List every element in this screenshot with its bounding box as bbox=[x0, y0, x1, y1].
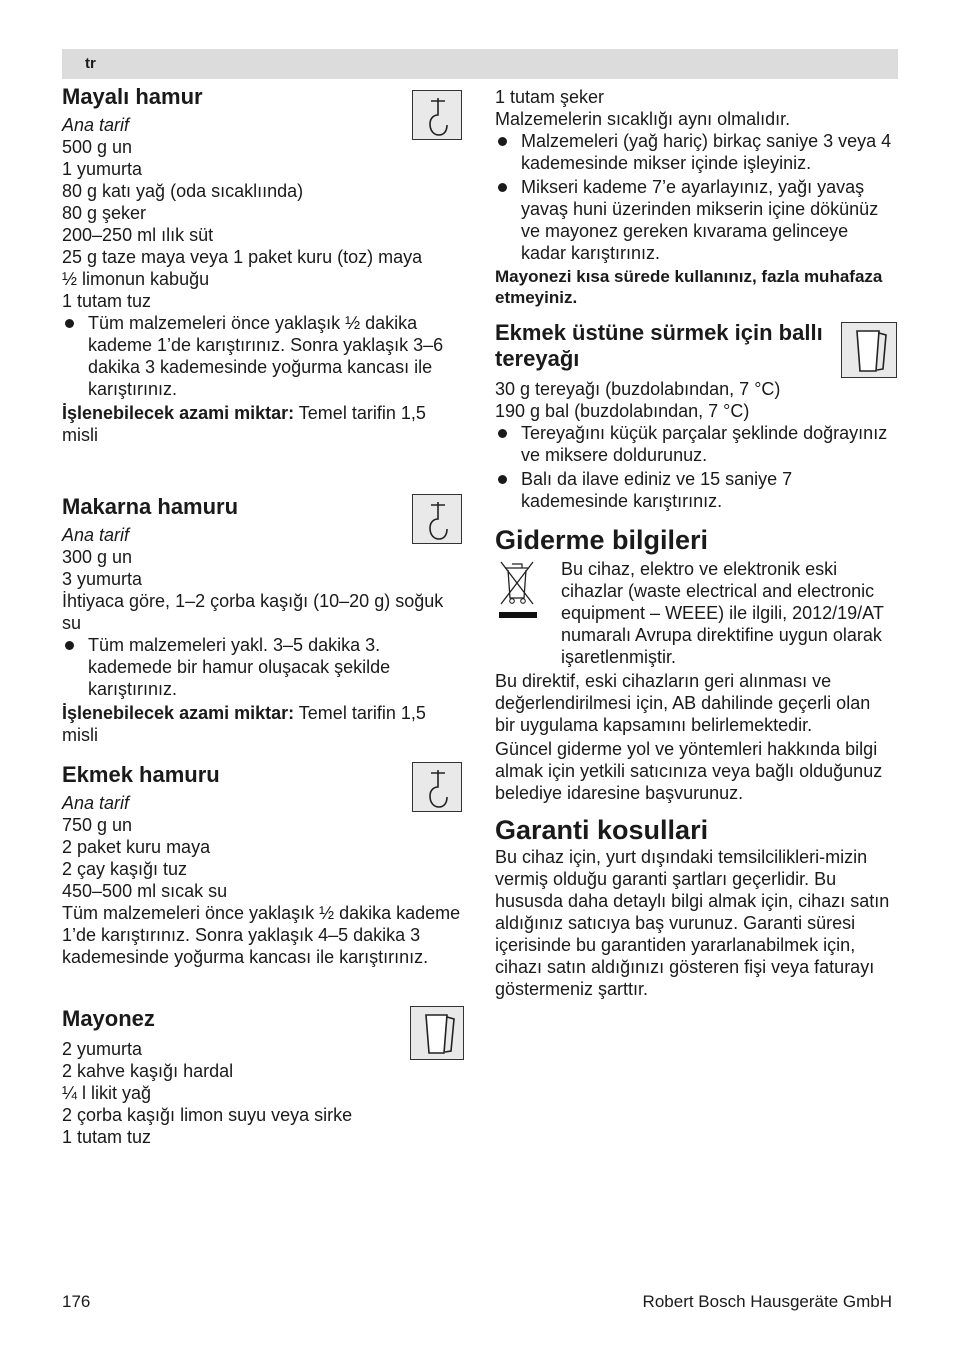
ingredient: 450–500 ml sıcak su bbox=[62, 881, 228, 901]
disposal-paragraph: Bu direktif, eski cihazların geri alınması ve değerlendirilmesi için, AB dahilinde geçerli olan bir uygulama kapsamını belirlemektedir. bbox=[495, 671, 871, 735]
section-bread-dough bbox=[62, 762, 465, 1006]
section-title: Giderme bilgileri bbox=[495, 525, 709, 555]
dough-hook-icon bbox=[412, 90, 462, 140]
warning-note: Mayonezi kısa sürede kullanınız, fazla muhafaza etmeyiniz. bbox=[495, 267, 883, 307]
instruction-bullet: Tüm malzemeleri önce yaklaşık ½ dakika kademe 1’de karıştırınız. Sonra yaklaşık 3–6 dakika 3 kademesinde yoğurma kancası ile karıştırınız. bbox=[62, 312, 465, 400]
ingredient: 200–250 ml ılık süt bbox=[62, 225, 214, 245]
section-title: Makarna hamuru bbox=[62, 494, 239, 519]
section-mayonnaise bbox=[62, 1006, 465, 1148]
section-title: Mayonez bbox=[62, 1006, 155, 1031]
ingredient: 2 çay kaşığı tuz bbox=[62, 859, 188, 879]
ingredient: 1 yumurta bbox=[62, 159, 143, 179]
ingredient: 2 çorba kaşığı limon suyu veya sirke bbox=[62, 1105, 353, 1125]
ingredient: 2 kahve kaşığı hardal bbox=[62, 1061, 234, 1081]
section-yeast-dough bbox=[62, 84, 465, 486]
section-honey-butter bbox=[495, 320, 895, 512]
section-mayonnaise-continued bbox=[495, 86, 895, 308]
blender-icon bbox=[841, 322, 897, 378]
blender-icon bbox=[410, 1006, 464, 1060]
section-warranty bbox=[495, 814, 895, 1000]
ingredient: 1 tutam tuz bbox=[62, 291, 152, 311]
max-amount-text: Temel tarifin 1,5 misli bbox=[62, 703, 426, 745]
section-disposal bbox=[495, 524, 895, 804]
recipe-subtitle: Ana tarif bbox=[62, 115, 130, 135]
section-pasta-dough bbox=[62, 494, 465, 762]
max-amount-text: Temel tarifin 1,5 misli bbox=[62, 403, 426, 445]
instruction-bullet: Tereyağını küçük parçalar şeklinde doğrayınız ve miksere doldurunuz. bbox=[495, 422, 895, 466]
ingredient: 80 g katı yağ (oda sıcaklıında) bbox=[62, 181, 304, 201]
max-amount-label: İşlenebilecek azami miktar: bbox=[62, 403, 295, 423]
section-title: Ekmek hamuru bbox=[62, 762, 220, 787]
dough-hook-icon bbox=[412, 494, 462, 544]
warranty-text: Bu cihaz için, yurt dışındaki temsilcilikleri-mizin vermiş olduğu garanti şartları geçerlidir. Bu hususda daha detaylı bilgi almak için, cihazı satın aldığınız satıcıya baş vurunuz. Garanti süresi içerisinde bu garantiden yararlanabilmek için, cihazı satın aldığınızı gösteren fişi veya faturayı göstermeniz şarttır. bbox=[495, 847, 890, 999]
ingredient: 300 g un bbox=[62, 547, 133, 567]
recipe-subtitle: Ana tarif bbox=[62, 525, 130, 545]
instruction-bullet: Tüm malzemeleri yakl. 3–5 dakika 3. kademede bir hamur oluşacak şekilde karıştırınız. bbox=[62, 634, 465, 700]
ingredient: 2 yumurta bbox=[62, 1039, 143, 1059]
text-line: Malzemelerin sıcaklığı aynı olmalıdır. bbox=[495, 109, 791, 129]
ingredient: 30 g tereyağı (buzdolabından, 7 °C) bbox=[495, 379, 781, 399]
ingredient: 1 tutam şeker bbox=[495, 87, 605, 107]
section-title: Garanti kosullari bbox=[495, 815, 709, 845]
dough-hook-icon bbox=[412, 762, 462, 812]
weee-bin-icon bbox=[495, 558, 539, 620]
ingredient: 3 yumurta bbox=[62, 569, 143, 589]
ingredient: ¼ l likit yağ bbox=[62, 1083, 152, 1103]
ingredient: ½ limonun kabuğu bbox=[62, 269, 210, 289]
ingredient: 500 g un bbox=[62, 137, 133, 157]
company-name: Robert Bosch Hausgeräte GmbH bbox=[642, 1292, 892, 1311]
left-column bbox=[62, 84, 465, 1148]
recipe-subtitle: Ana tarif bbox=[62, 793, 130, 813]
instruction-bullet: Malzemeleri (yağ hariç) birkaç saniye 3 veya 4 kademesinde mikser içinde işleyiniz. bbox=[495, 130, 895, 174]
ingredient: İhtiyaca göre, 1–2 çorba kaşığı (10–20 g) soğuk su bbox=[62, 591, 444, 633]
ingredient: 25 g taze maya veya 1 paket kuru (toz) maya bbox=[62, 247, 423, 267]
right-column bbox=[495, 86, 895, 1000]
max-amount-label: İşlenebilecek azami miktar: bbox=[62, 703, 295, 723]
language-bar bbox=[62, 49, 898, 79]
instruction-bullet: Mikseri kademe 7’e ayarlayınız, yağı yavaş yavaş huni üzerinden mikserin içine dökünüz ve mayonez gereken kıvarama gelinceye kadar karıştırınız. bbox=[495, 176, 895, 264]
instruction-bullet: Balı da ilave ediniz ve 15 saniye 7 kademesinde karıştırınız. bbox=[495, 468, 895, 512]
ingredient: 750 g un bbox=[62, 815, 133, 835]
ingredient: 190 g bal (buzdolabından, 7 °C) bbox=[495, 401, 750, 421]
ingredient: 2 paket kuru maya bbox=[62, 837, 211, 857]
instruction-paragraph: Tüm malzemeleri önce yaklaşık ½ dakika kademe 1’de karıştırınız. Sonra yaklaşık 4–5 dakika 3 kademesinde yoğurma kancası ile karıştırınız. bbox=[62, 903, 461, 967]
weee-text: Bu cihaz, elektro ve elektronik eski cihazlar (waste electrical and electronic equipment – WEEE) ile ilgili, 2012/19/AT numaralı Avrupa direktifine uygun olarak işaretlenmiştir. bbox=[561, 559, 884, 667]
ingredient: 80 g şeker bbox=[62, 203, 147, 223]
disposal-paragraph: Güncel giderme yol ve yöntemleri hakkında bilgi almak için yetkili satıcınıza veya bağlı olduğunuz belediye idaresine başvurunuz. bbox=[495, 739, 883, 803]
section-title: Mayalı hamur bbox=[62, 84, 203, 109]
ingredient: 1 tutam tuz bbox=[62, 1127, 152, 1147]
language-tag: tr bbox=[85, 55, 96, 72]
page-number: 176 bbox=[62, 1292, 91, 1311]
section-title: Ekmek üstüne sürmek için ballı tereyağı bbox=[495, 320, 823, 371]
